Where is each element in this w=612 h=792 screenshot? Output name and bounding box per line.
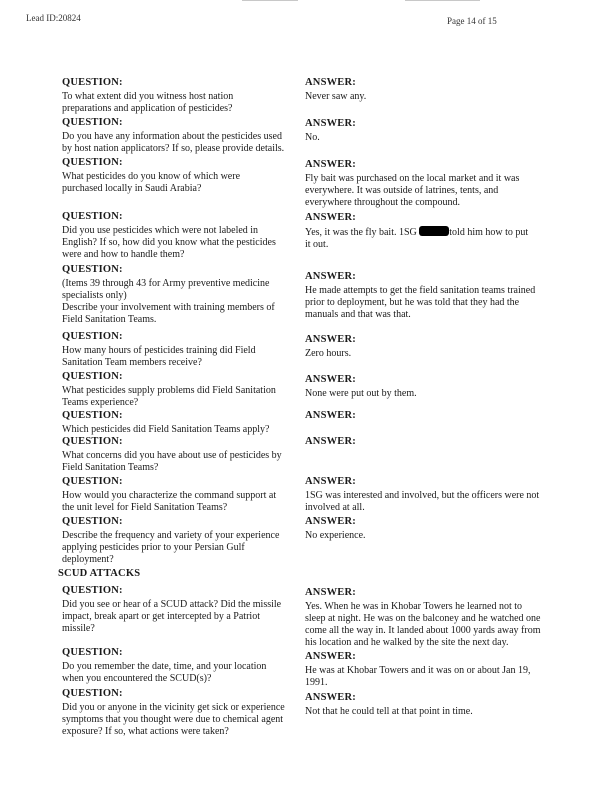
question-text: To what extent did you witness host nation preparations and application of pesticides?: [62, 91, 234, 114]
question-block: [62, 157, 282, 195]
answer-block: [305, 651, 545, 689]
answer-text: Not that he could tell at that point in time.: [305, 706, 473, 717]
question-label: QUESTION:: [62, 211, 123, 222]
question-label: QUESTION:: [62, 157, 123, 168]
question-block: [62, 585, 287, 635]
answer-text: No.: [305, 132, 320, 143]
answer-text: None were put out by them.: [305, 388, 417, 399]
redaction-mark: [419, 226, 449, 236]
lead-id: Lead ID:20824: [26, 13, 81, 23]
question-note: (Items 39 through 43 for Army preventive medicine specialists only): [62, 278, 270, 301]
question-label: QUESTION:: [62, 371, 123, 382]
answer-label: ANSWER:: [305, 271, 356, 282]
answer-text: Never saw any.: [305, 91, 367, 102]
answer-label: ANSWER:: [305, 374, 356, 385]
question-text: What concerns did you have about use of pesticides by Field Sanitation Teams?: [62, 450, 282, 473]
answer-text: Zero hours.: [305, 348, 352, 359]
answer-label: ANSWER:: [305, 212, 356, 223]
answer-block: [305, 118, 545, 144]
answer-label: ANSWER:: [305, 77, 356, 88]
answer-text: Fly bait was purchased on the local market and it was everywhere. It was outside of latrines, tents, and everywhere throughout the compound.: [305, 173, 520, 208]
question-block: [62, 410, 287, 436]
question-text: Did you or anyone in the vicinity get sick or experience symptoms that you thought were due to chemical agent exposure? If so, what actions were taken?: [62, 702, 285, 737]
page-number: Page 14 of 15: [447, 16, 497, 26]
answer-text: He made attempts to get the field sanitation teams trained prior to deployment, but he was told that they had the manuals and that was that.: [305, 285, 536, 320]
question-block: [62, 436, 287, 474]
question-label: QUESTION:: [62, 476, 123, 487]
question-text: How would you characterize the command support at the unit level for Field Sanitation Teams?: [62, 490, 277, 513]
question-block: [62, 371, 282, 409]
question-text: Did you use pesticides which were not labeled in English? If so, how did you know what the pesticides were and how to handle them?: [62, 225, 276, 260]
answer-label: ANSWER:: [305, 334, 356, 345]
question-text: Did you see or hear of a SCUD attack? Did the missile impact, break apart or get intercepted by a Patriot missile?: [62, 599, 282, 634]
question-block: [62, 77, 282, 115]
answer-text-post: told him how to put it out.: [305, 227, 529, 250]
answer-block: [305, 212, 530, 251]
answer-text: No experience.: [305, 530, 366, 541]
answer-block: [305, 587, 545, 649]
question-text: Which pesticides did Field Sanitation Teams apply?: [62, 424, 270, 435]
question-block: [62, 516, 287, 566]
question-block: [62, 688, 287, 738]
question-block: [62, 264, 282, 326]
question-block: [62, 211, 282, 261]
question-text: Do you have any information about the pesticides used by host nation applicators? If so, please provide details.: [62, 131, 285, 154]
answer-label: ANSWER:: [305, 159, 356, 170]
question-label: QUESTION:: [62, 77, 123, 88]
question-label: QUESTION:: [62, 436, 123, 447]
question-text: Describe the frequency and variety of your experience applying pesticides prior to your Persian Gulf deployment?: [62, 530, 280, 565]
answer-block: [305, 271, 540, 321]
question-block: [62, 647, 287, 685]
question-label: QUESTION:: [62, 516, 123, 527]
section-title: [58, 568, 140, 582]
question-label: QUESTION:: [62, 410, 123, 421]
question-text: Do you remember the date, time, and your location when you encountered the SCUD(s)?: [62, 661, 267, 684]
question-label: QUESTION:: [62, 585, 123, 596]
answer-block: [305, 159, 530, 209]
answer-label: ANSWER:: [305, 118, 356, 129]
question-text: How many hours of pesticides training did Field Sanitation Team members receive?: [62, 345, 256, 368]
answer-label: ANSWER:: [305, 476, 356, 487]
question-label: QUESTION:: [62, 264, 123, 275]
answer-block: [305, 77, 545, 103]
question-text: What pesticides supply problems did Field Sanitation Teams experience?: [62, 385, 276, 408]
answer-block: [305, 516, 540, 542]
answer-block: [305, 410, 540, 424]
answer-label: ANSWER:: [305, 692, 356, 703]
answer-label: ANSWER:: [305, 436, 356, 447]
answer-label: ANSWER:: [305, 516, 356, 527]
question-block: [62, 331, 282, 369]
section-title-text: SCUD ATTACKS: [58, 568, 141, 579]
question-text: What pesticides do you know of which were purchased locally in Saudi Arabia?: [62, 171, 241, 194]
answer-text-pre: Yes, it was the fly bait. 1SG: [305, 227, 420, 238]
answer-text: He was at Khobar Towers and it was on or about Jan 19, 1991.: [305, 665, 531, 688]
question-label: QUESTION:: [62, 331, 123, 342]
answer-label: ANSWER:: [305, 587, 356, 598]
answer-block: [305, 374, 540, 400]
answer-label: ANSWER:: [305, 410, 356, 421]
question-block: [62, 476, 287, 514]
question-block: [62, 117, 287, 155]
answer-block: [305, 436, 540, 450]
answer-label: ANSWER:: [305, 651, 356, 662]
question-label: QUESTION:: [62, 688, 123, 699]
answer-text: Yes. When he was in Khobar Towers he learned not to sleep at night. He was on the balconey and he watched one come all the way in. It landed about 1000 yards away from his location and he walked by the site the next day.: [305, 601, 541, 648]
answer-block: [305, 334, 540, 360]
answer-text: [305, 226, 530, 251]
question-text: Describe your involvement with training members of Field Sanitation Teams.: [62, 302, 275, 325]
question-label: QUESTION:: [62, 647, 123, 658]
question-label: QUESTION:: [62, 117, 123, 128]
scan-artifact: [405, 0, 480, 1]
scan-artifact: [242, 0, 298, 1]
answer-text: 1SG was interested and involved, but the officers were not involved at all.: [305, 490, 540, 513]
answer-block: [305, 476, 550, 514]
answer-block: [305, 692, 545, 718]
